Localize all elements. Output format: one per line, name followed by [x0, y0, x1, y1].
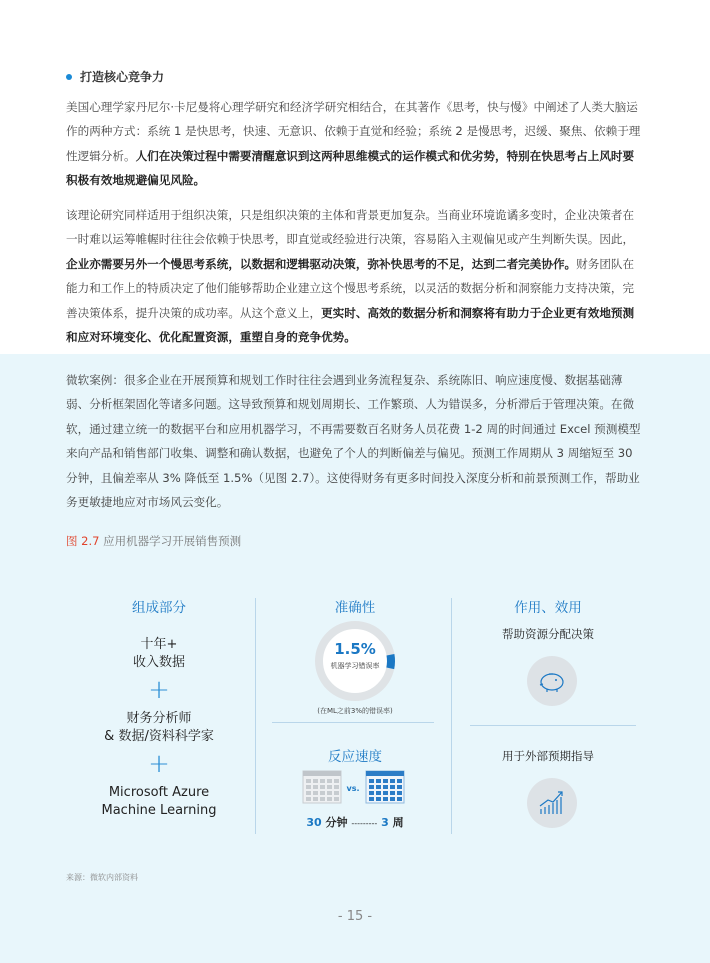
component-analysts	[66, 710, 252, 746]
growth-chart-icon	[527, 778, 577, 828]
component-revenue-data	[66, 636, 252, 672]
component-revenue-line2: 收入数据	[132, 655, 185, 670]
figure-caption	[66, 533, 241, 549]
component-analysts-line1: 财务分析师	[126, 711, 192, 726]
section-heading	[66, 68, 164, 85]
para1-text: 美国心理学家丹尼尔·卡尼曼将心理学研究和经济学研究相结合，在其著作《思考，快与慢》中阐述了人类大脑运作的两种方式：系统 1 是快思考，快速、无意识、依赖于直觉和经验；系统 2 是慢思考，迟缓、聚焦、依赖于理性逻辑分析。	[66, 100, 641, 163]
figure-title: 应用机器学习开展销售预测	[103, 534, 242, 548]
component-azure-ml	[66, 784, 252, 820]
component-azure-line2: Machine Learning	[101, 803, 217, 818]
speed-to-value: 3	[381, 816, 389, 829]
calendar-header	[366, 771, 404, 776]
speed-from-unit: 分钟	[325, 816, 348, 829]
figure-label: 图 2.7	[66, 534, 100, 548]
calendar-icon	[365, 770, 405, 804]
column-divider-2	[451, 598, 452, 834]
speed-dash: ---------	[351, 819, 378, 828]
para1-bold: 人们在决策过程中需要清醒意识到这两种思维模式的运作模式和优劣势，特别在快思考占上风时要积极有效地规避偏见风险。	[66, 148, 635, 188]
para2-bold-b: 更实时、高效的数据分析和洞察将有助力于企业更有效地预测和应对环境变化、优化配置资源，重塑自身的竞争优势。	[66, 305, 635, 345]
piggy-bank-icon	[527, 656, 577, 706]
row-divider-mid	[272, 722, 434, 723]
speed-from-value: 30	[306, 816, 322, 829]
accuracy-value: 1.5%	[334, 640, 376, 658]
page-number: - 15 -	[337, 909, 373, 924]
component-azure-line1: Microsoft Azure	[108, 785, 210, 800]
source-note: 来源：微软内部资料	[66, 873, 138, 882]
accuracy-label: 机器学习错误率	[330, 662, 380, 670]
calendar-icon	[302, 770, 342, 804]
col-speed-title: 反应速度	[328, 749, 382, 765]
col-effects-title: 作用、效用	[514, 600, 582, 616]
speed-comparison	[262, 814, 448, 830]
accuracy-note: (在ML之前3%的错误率)	[317, 707, 393, 715]
growth-chart-icon	[527, 778, 577, 828]
vs-label: vs.	[346, 784, 360, 793]
col-accuracy-title: 准确性	[334, 600, 376, 616]
section-title: 打造核心竞争力	[80, 70, 165, 84]
effect-external-guidance: 用于外部预期指导	[502, 749, 594, 763]
para2-bold-a: 企业亦需要另外一个慢思考系统，以数据和逻辑驱动决策，弥补快思考的不足，达到二者完美协作。	[66, 256, 577, 271]
row-divider-right	[470, 725, 636, 726]
paragraph-1	[66, 95, 644, 193]
plus-icon: +	[148, 675, 170, 705]
piggy-bank-icon	[527, 656, 577, 706]
plus-icon: +	[148, 749, 170, 779]
column-divider-1	[255, 598, 256, 834]
component-revenue-line1: 十年+	[140, 637, 178, 652]
component-analysts-line2: & 数据/资料科学家	[104, 729, 214, 744]
calendar-header	[303, 771, 341, 776]
para2-text-b: 财务团队在能力和工作上的特质决定了他们能够帮助企业建立这个慢思考系统，以灵活的数据分析和洞察能力支持决策，完善决策体系，提升决策的成功率。从这个意义上，	[66, 256, 635, 320]
speed-to-unit: 周	[392, 816, 404, 829]
case-study-text: 微软案例：很多企业在开展预算和规划工作时往往会遇到业务流程复杂、系统陈旧、响应速度慢、数据基础薄弱、分析框架固化等诸多问题。这导致预算和规划周期长、工作繁琐、人为错误多，分析滞后于管理决策。在微软，通过建立统一的数据平台和应用机器学习，不再需要数百名财务人员花费 1-2 周的时间通过 Excel 预测模型来向产品和销售部门收集、调整和确认数据，也避免了个人的判断偏差与偏见。预测工作周期从 3 周缩短至 30 分钟，且偏差率从 3% 降低至 1.5%（见图 2.7）。这使得财务有更多时间投入深度分析和前景预测工作，帮助业务更敏捷地应对市场风云变化。	[66, 373, 641, 510]
effect-resource-allocation: 帮助资源分配决策	[502, 627, 594, 641]
paragraph-2	[66, 203, 644, 349]
bullet-icon	[66, 74, 72, 80]
para2-text-a: 该理论研究同样适用于组织决策，只是组织决策的主体和背景更加复杂。当商业环境诡谲多变时，企业决策者在一时难以运筹帷幄时往往会依赖于快思考，即直觉或经验进行决策，容易陷入主观偏见或产生判断失误。因此，	[66, 208, 635, 247]
col-components-title: 组成部分	[132, 600, 186, 616]
